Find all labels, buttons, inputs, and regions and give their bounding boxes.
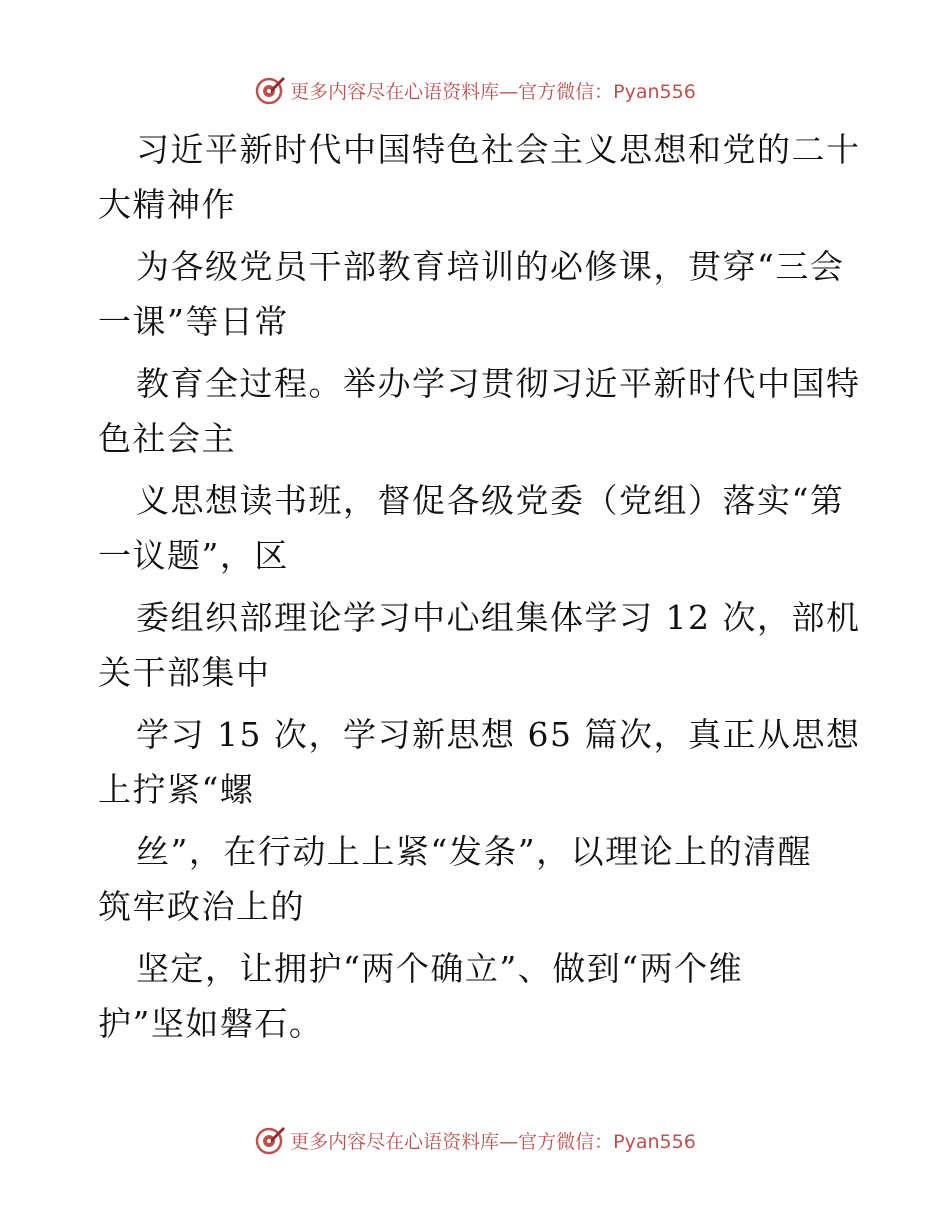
line-continued: 筑牢政治上的 [98,887,305,926]
paragraph-2 [98,239,858,349]
footer-banner-text: 更多内容尽在心语资料库—官方微信：Pyan556 [290,1130,696,1153]
pen-logo-icon [254,74,286,106]
header-banner [0,68,950,112]
header-banner-text: 更多内容尽在心语资料库—官方微信：Pyan556 [290,80,696,103]
paragraph-7 [98,824,858,934]
paragraph-3 [98,356,861,466]
line-indented: 坚定，让拥护“两个确立”、做到“两个维 [136,949,744,988]
pen-logo-icon [254,1124,286,1156]
line-indented: 委组织部理论学习中心组集体学习 12 次，部机 [136,598,861,637]
paragraph-4 [98,473,858,583]
line-indented: 义思想读书班，督促各级党委（党组）落实“第 [136,481,845,520]
line-indented: 丝”，在行动上上紧“发条”，以理论上的清醒 [136,832,813,871]
line-indented: 为各级党员干部教育培训的必修课，贯穿“三会 [136,247,845,286]
line-continued: 一议题”，区 [98,536,289,575]
footer-banner [0,1118,950,1162]
line-indented: 教育全过程。举办学习贯彻习近平新时代中国特 [136,364,861,403]
document-body [98,122,861,1058]
line-indented: 习近平新时代中国特色社会主义思想和党的二十 [136,130,861,169]
line-continued: 一课”等日常 [98,302,289,341]
paragraph-1 [98,122,861,232]
line-continued: 大精神作 [98,185,236,224]
paragraph-8 [98,941,858,1051]
line-continued: 关干部集中 [98,653,271,692]
line-continued: 护”坚如磐石。 [98,1004,324,1043]
paragraph-5 [98,590,861,700]
paragraph-6 [98,707,861,817]
line-continued: 上拧紧“螺 [98,770,255,809]
line-continued: 色社会主 [98,419,236,458]
line-indented: 学习 15 次，学习新思想 65 篇次，真正从思想 [136,715,861,754]
